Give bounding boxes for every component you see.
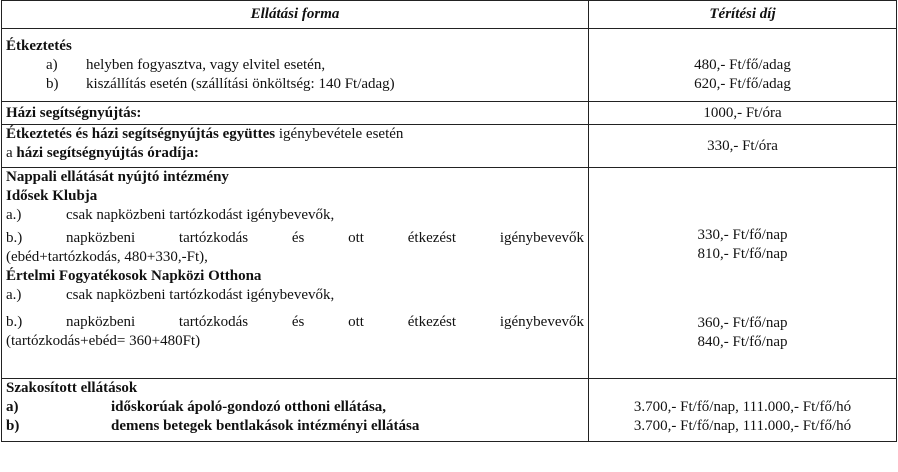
hazi-fee: 1000,- Ft/óra: [589, 102, 897, 125]
item-text: csak napközbeni tartózkodást igénybevevők,: [66, 287, 335, 303]
hazi-title: Házi segítségnyújtás:: [2, 102, 589, 125]
list-item: [6, 417, 584, 436]
item-text: kiszállítás esetén (szállítási önköltség: 140 Ft/adag): [86, 76, 395, 92]
etkeztetes-fee-cell: [589, 29, 897, 102]
egyuttes-line2-bold: házi segítségnyújtás óradíja:: [16, 145, 199, 161]
etkeztetes-cell: [2, 29, 589, 102]
item-text: csak napközbeni tartózkodást igénybevevők,: [66, 207, 335, 223]
item-text: demens betegek bentlakások intézményi ellátása: [111, 418, 420, 434]
fee-value: 620,- Ft/fő/adag: [694, 76, 791, 92]
egyuttes-line1-rest: igénybevétele esetén: [275, 126, 404, 142]
hazi-row: [2, 102, 897, 125]
egyuttes-line2-prefix: a: [6, 145, 17, 161]
nappali-title: Nappali ellátását nyújtó intézmény: [6, 169, 229, 185]
fee-value: 3.700,- Ft/fő/nap, 111.000,- Ft/fő/hó: [633, 418, 852, 434]
list-item: [6, 206, 584, 225]
egyuttes-fee: 330,- Ft/óra: [589, 125, 897, 168]
header-row: [2, 1, 897, 29]
item-marker: b): [46, 76, 59, 92]
item-text: időskorúak ápoló-gondozó otthoni ellátása,: [111, 399, 387, 415]
ertelmi-title: Értelmi Fogyatékosok Napközi Otthona: [6, 268, 262, 284]
fee-value: 810,- Ft/fő/nap: [697, 246, 788, 262]
item-marker: a.): [6, 287, 22, 303]
form-column-header: Ellátási forma: [2, 1, 589, 29]
item-marker: b): [6, 418, 20, 434]
item-text: napközbeni tartózkodás és ott étkezést igénybevevők: [66, 314, 584, 330]
item-marker: b.): [6, 230, 23, 246]
egyuttes-line1-bold: Étkeztetés és házi segítségnyújtás együttes: [6, 126, 276, 142]
fee-table: [1, 0, 897, 442]
list-item: [6, 398, 584, 417]
szak-row: [2, 379, 897, 442]
etkeztetes-row: [2, 29, 897, 102]
fee-column-header: Térítési díj: [589, 1, 897, 29]
item-text-continued: (ebéd+tartózkodás, 480+330,-Ft),: [6, 249, 208, 265]
egyuttes-cell: [2, 125, 589, 168]
item-marker: b.): [6, 314, 23, 330]
item-marker: a): [46, 57, 58, 73]
egyuttes-row: [2, 125, 897, 168]
item-text: napközbeni tartózkodás és ott étkezést igénybevevők: [66, 230, 584, 246]
list-item: [6, 56, 584, 75]
nappali-row: [2, 168, 897, 379]
list-item: [6, 229, 584, 248]
szak-cell: [2, 379, 589, 442]
item-marker: a.): [6, 207, 22, 223]
list-item: [6, 313, 584, 332]
szak-title: Szakosított ellátások: [6, 380, 138, 396]
nappali-cell: [2, 168, 589, 379]
item-text: helyben fogyasztva, vagy elvitel esetén,: [86, 57, 326, 73]
nappali-fee-cell: [589, 168, 897, 379]
fee-value: 360,- Ft/fő/nap: [697, 315, 788, 331]
fee-value: 330,- Ft/fő/nap: [697, 227, 788, 243]
fee-value: 840,- Ft/fő/nap: [697, 334, 788, 350]
item-marker: a): [6, 399, 19, 415]
fee-value: 3.700,- Ft/fő/nap, 111.000,- Ft/fő/hó: [633, 399, 852, 415]
etkeztetes-title: Étkeztetés: [6, 38, 72, 54]
fee-value: 480,- Ft/fő/adag: [694, 57, 791, 73]
list-item: [6, 75, 584, 94]
idosek-title: Idősek Klubja: [6, 188, 98, 204]
item-text-continued: (tartózkodás+ebéd= 360+480Ft): [6, 333, 201, 349]
list-item: [6, 286, 584, 305]
szak-fee-cell: [589, 379, 897, 442]
